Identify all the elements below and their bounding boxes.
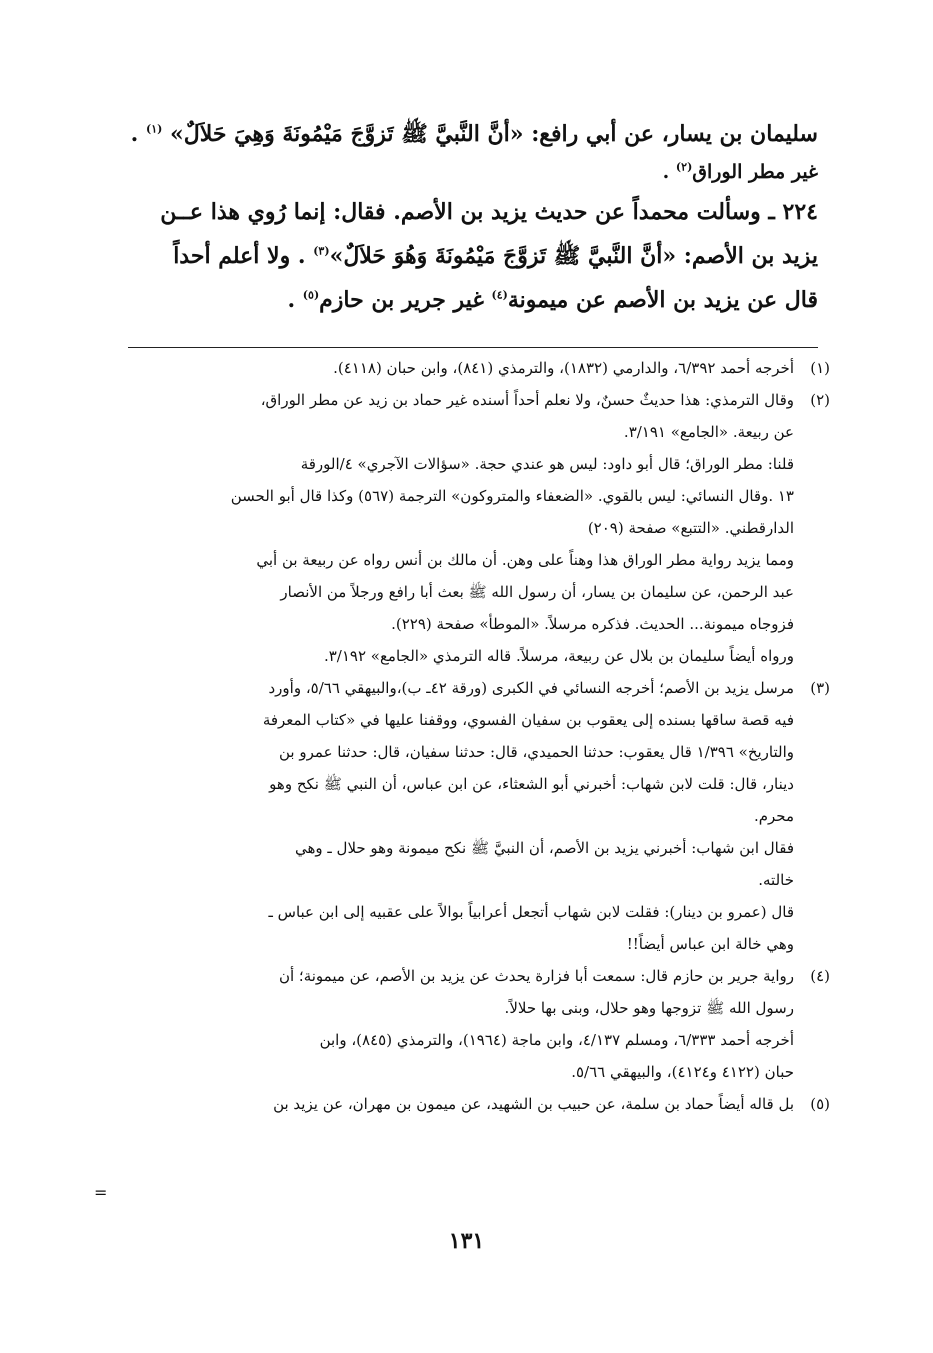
main-line-4 — [128, 234, 818, 278]
footnote-3-line: قال (عمرو بن دينار): فقلت لابن شهاب أتجعل أعرابياً بوالاً على عقبيه إلى ابن عباس ـ — [268, 903, 794, 921]
footnote-3-line: فقال ابن شهاب: أخبرني يزيد بن الأصم، أن النبيَّ ﷺ نكح ميمونة وهو حلال ـ وهي — [294, 839, 794, 857]
footnote-3-line: خالته. — [758, 871, 794, 889]
footnote-2-line: ومما يزيد رواية مطر الوراق هذا وهناً على وهن. أن مالك بن أنس رواه عن ربيعة بن أبي — [256, 551, 794, 569]
footnote-3-number: (٣) — [810, 679, 830, 697]
main-line-5-text-b: غير جرير بن حازم — [319, 287, 484, 313]
footnote-2-line: الدارقطني. «التتبع» صفحة (٢٠٩) — [587, 519, 794, 537]
footnote-ref-1: (١) — [145, 122, 163, 136]
footnote-3-line: فيه قصة ساقها بسنده إلى يعقوب بن سفيان الفسوي، ووقفنا عليها في «كتاب المعرفة — [262, 711, 794, 729]
footnote-2-line: قلنا: مطر الوراق؛ قال أبو داود: ليس هو عندي حجة. «سؤالات الآجري» ٤/الورقة — [300, 455, 794, 473]
footnote-ref-3: (٣) — [313, 244, 330, 258]
main-line-5-text: قال عن يزيد بن الأصم عن ميمونة — [507, 287, 818, 313]
footnote-2-line: ورواه أيضاً سليمان بن بلال عن ربيعة، مرسلاً. قاله الترمذي «الجامع» ٣/١٩٢. — [323, 647, 794, 665]
footnote-ref-2: (٢) — [675, 160, 693, 174]
main-line-5-end: . — [287, 287, 296, 313]
footnote-2-line: عبد الرحمن، عن سليمان بن يسار، أن رسول الله ﷺ بعث أبا رافع ورجلاً من الأنصار — [280, 583, 794, 601]
footnote-3-line: وهي خالة ابن عباس أيضاً!! — [626, 935, 794, 953]
footnote-5 — [118, 1088, 830, 1120]
main-line-2 — [128, 155, 818, 190]
footnote-2-line: فزوجاه ميمونة... الحديث. فذكره مرسلاً. «الموطأ» صفحة (٢٢٩). — [391, 615, 794, 633]
main-line-4-text: يزيد بن الأصم: «أنَّ النَّبيَّ ﷺ تَزوَّجَ مَيْمُونَةَ وَهُوَ حَلاَلٌ» — [329, 243, 818, 269]
footnote-5-line: بل قاله أيضاً حماد بن سلمة، عن حبيب بن الشهيد، عن ميمون بن مهران، عن يزيد بن — [273, 1095, 794, 1113]
footnote-4-line: رسول الله ﷺ تزوجها وهو حلال، وبنى بها حلالاً. — [504, 999, 794, 1017]
main-line-1-text: سليمان بن يسار، عن أبي رافع: «أنَّ النَّبيَّ ﷺ تَزوَّجَ مَيْمُونَةَ وَهِيَ حَلاَلٌ» — [170, 121, 818, 147]
main-line-3-text: ٢٢٤ ـ وسألت محمداً عن حديث يزيد بن الأصم. فقال: إنما رُوي هذا عــن — [160, 199, 818, 225]
footnote-ref-4: (٤) — [491, 288, 508, 302]
footnote-2-number: (٢) — [810, 391, 830, 409]
main-line-5 — [128, 278, 818, 322]
footnote-3 — [118, 672, 830, 960]
footnote-separator — [128, 347, 818, 348]
footnote-2-line: ١٣ .وقال النسائي: ليس بالقوي. «الضعفاء والمتروكون» الترجمة (٥٦٧) وكذا قال أبو الحسن — [230, 487, 794, 505]
main-line-1-end: . — [130, 121, 139, 147]
page-number: ١٣١ — [448, 1228, 485, 1254]
footnote-4 — [118, 960, 830, 1088]
main-line-2-end: . — [662, 161, 670, 183]
footnote-3-line: دينار، قال: قلت لابن شهاب: أخبرني أبو الشعثاء، عن ابن عباس، أن النبي ﷺ نكح وهو — [269, 775, 794, 793]
footnote-4-line: أخرجه أحمد ٦/٣٣٣، ومسلم ٤/١٣٧، وابن ماجة (١٩٦٤)، والترمذي (٨٤٥)، وابن — [319, 1031, 794, 1049]
footnote-2 — [118, 384, 830, 672]
footnote-4-line: حبان (٤١٢٢ و٤١٢٤)، والبيهقي ٥/٦٦. — [571, 1063, 794, 1081]
main-line-3 — [128, 190, 818, 234]
footnote-1 — [118, 352, 830, 384]
main-line-4-end: . ولا أعلم أحداً — [173, 243, 306, 269]
main-line-2-text: غير مطر الوراق — [692, 161, 818, 183]
footnote-ref-5: (٥) — [302, 288, 320, 302]
footnote-1-line: أخرجه أحمد ٦/٣٩٢، والدارمي (١٨٣٢)، والترمذي (٨٤١)، وابن حبان (٤١١٨). — [333, 359, 794, 377]
footnote-4-number: (٤) — [810, 967, 830, 985]
footnote-1-number: (١) — [810, 359, 830, 377]
main-line-1 — [128, 112, 818, 155]
footnote-2-line: وقال الترمذي: هذا حديثٌ حسنٌ، ولا نعلم أحداً أسنده غير حماد بن زيد عن مطر الوراق، — [260, 391, 794, 409]
main-text — [128, 112, 818, 322]
footnotes — [118, 352, 830, 1120]
footnote-3-line: محرم. — [753, 807, 794, 825]
footnote-3-line: مرسل يزيد بن الأصم؛ أخرجه النسائي في الكبرى (ورقة ٤٢ـ ب)،والبيهقي ٥/٦٦، وأورد — [268, 679, 794, 697]
footnote-4-line: رواية جرير بن حازم قال: سمعت أبا فزارة يحدث عن يزيد بن الأصم، عن ميمونة؛ أن — [278, 967, 794, 985]
footnote-5-number: (٥) — [810, 1095, 830, 1113]
footnote-3-line: والتاريخ» ١/٣٩٦ قال يعقوب: حدثنا الحميدي، قال: حدثنا سفيان، قال: حدثنا عمرو بن — [279, 743, 794, 761]
continuation-mark: = — [94, 1183, 108, 1202]
footnote-2-line: عن ربيعة. «الجامع» ٣/١٩١. — [623, 423, 794, 441]
